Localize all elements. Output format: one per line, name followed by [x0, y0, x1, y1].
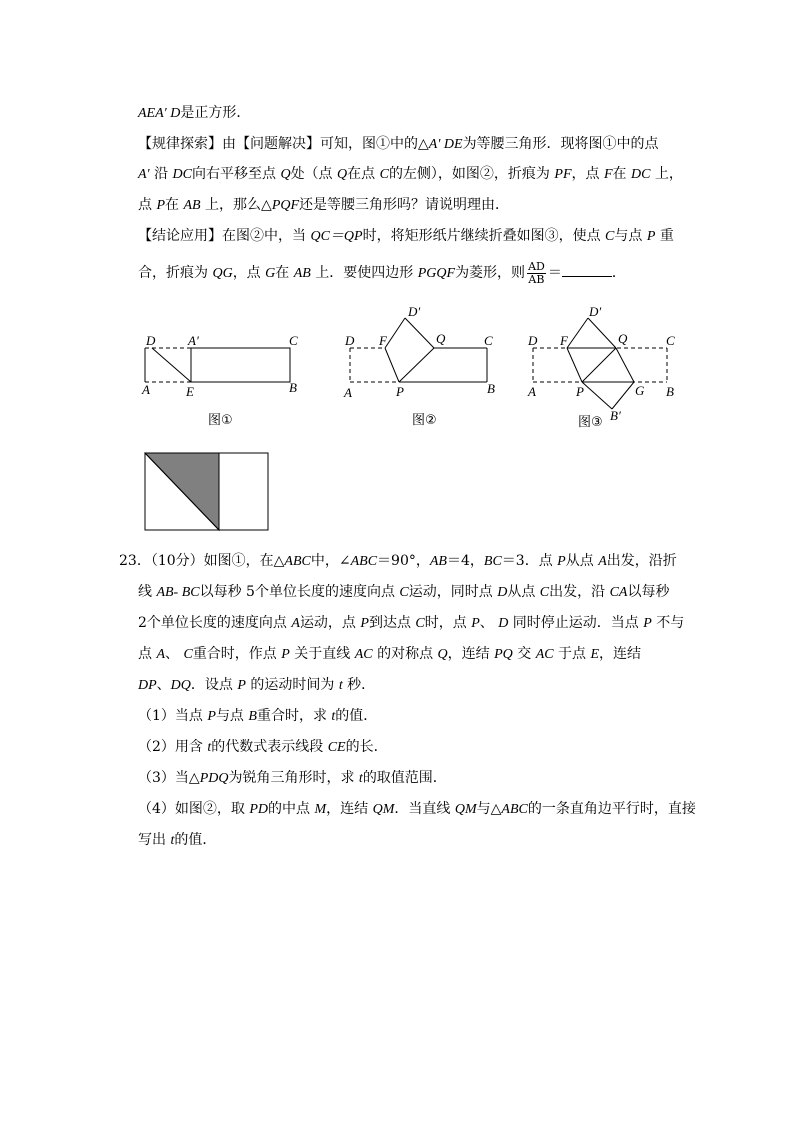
- svg-text:A: A: [528, 384, 536, 399]
- svg-text:F: F: [560, 333, 568, 348]
- fig1-label-d: D: [146, 333, 156, 348]
- p23-q1: （1）当点 P与点 B重合时，求 t的值．: [138, 708, 378, 724]
- section-conclusion: 【结论应用】: [138, 228, 222, 244]
- fig1-label-b: B: [289, 380, 297, 395]
- p23-line1: 23．（10分）如图①，在△ABC中，∠ABC＝90°，AB＝4，BC＝3．点 P从点 A出发，沿折: [119, 553, 677, 569]
- p23-line2: 线 AB- BC以每秒 5个单位长度的速度向点 C运动，同时点 D从点 C出发，沿 CA以每秒: [138, 584, 670, 600]
- figure-3: [527, 304, 675, 430]
- fig1-label-e: E: [186, 384, 194, 399]
- fig1-caption: 图①: [208, 413, 233, 428]
- svg-text:A: A: [344, 385, 352, 400]
- p23-line4: 点 A、 C重合时，作点 P 关于直线 AC 的对称点 Q，连结 PQ 交 AC 于点 E，连结: [138, 646, 642, 662]
- svg-text:F: F: [379, 333, 387, 348]
- answer-blank[interactable]: [562, 262, 612, 277]
- svg-text:D: D: [528, 333, 538, 348]
- fig1-label-a: A: [142, 382, 150, 397]
- figure-row: [0, 300, 794, 740]
- p22-line6: 合，折痕为 QG，点 G在 AB 上．要使四边形 PGQF为菱形，则 $\frac{AD}{AB}$ ＝ ．: [138, 259, 626, 286]
- svg-text:G: G: [635, 383, 645, 398]
- svg-text:Q: Q: [618, 331, 628, 346]
- p22-line4: 点 P在 AB 上，那么△PQF还是等腰三角形吗？请说明理由．: [138, 197, 510, 213]
- p23-line5: DP、DQ．设点 P 的运动时间为 t 秒．: [138, 677, 376, 693]
- shaded-fold-figure: [145, 453, 268, 530]
- p23-q2: （2）用含 t的代数式表示线段 CE的长．: [138, 739, 388, 755]
- p23-q5: 写出 t的值．: [138, 832, 217, 848]
- fig2-caption: 图②: [412, 413, 437, 428]
- svg-text:P: P: [576, 384, 584, 399]
- p22-line3: A′ 沿 DC向右平移至点 Q处（点 Q在点 C的左侧），如图②，折痕为 PF，点 F在 DC 上，: [138, 166, 683, 182]
- fraction-ad-ab: $\frac{AD}{AB}$: [528, 259, 545, 286]
- figure-2: [343, 304, 495, 428]
- svg-text:Q: Q: [436, 331, 446, 346]
- p23-line3: 2个单位长度的速度向点 A运动，点 P到达点 C时，点 P、 D 同时停止运动．当点 P 不与: [138, 615, 685, 631]
- p22-line2: 【规律探索】由【问题解决】可知，图①中的△A′ DE为等腰三角形．现将图①中的点: [138, 136, 659, 152]
- figure-1: [141, 333, 298, 428]
- svg-text:D′: D′: [589, 304, 602, 319]
- svg-text:B: B: [666, 384, 674, 399]
- p22-line1: AEA′ D是正方形．: [138, 105, 251, 121]
- svg-text:C: C: [484, 333, 493, 348]
- svg-text:C: C: [666, 333, 675, 348]
- svg-text:B: B: [487, 381, 495, 396]
- p23-q3: （3）当△PDQ为锐角三角形时，求 t的取值范围．: [138, 770, 447, 786]
- fig3-caption: 图③: [578, 415, 603, 430]
- fig1-label-a1: A′: [188, 333, 199, 348]
- svg-text:P: P: [396, 384, 404, 399]
- p22-line5: 【结论应用】在图②中，当 QC＝QP时，将矩形纸片继续折叠如图③，使点 C与点 P 重: [138, 228, 674, 244]
- svg-text:D: D: [345, 333, 355, 348]
- p23-q4: （4）如图②，取 PD的中点 M，连结 QM．当直线 QM与△ABC的一条直角边平行时，直接: [138, 801, 696, 817]
- svg-text:B′: B′: [610, 408, 621, 423]
- svg-text:D′: D′: [408, 304, 421, 319]
- math-aead: AEA′ D: [138, 106, 181, 121]
- section-rule-explore: 【规律探索】: [138, 136, 222, 152]
- fig1-label-c: C: [289, 333, 298, 348]
